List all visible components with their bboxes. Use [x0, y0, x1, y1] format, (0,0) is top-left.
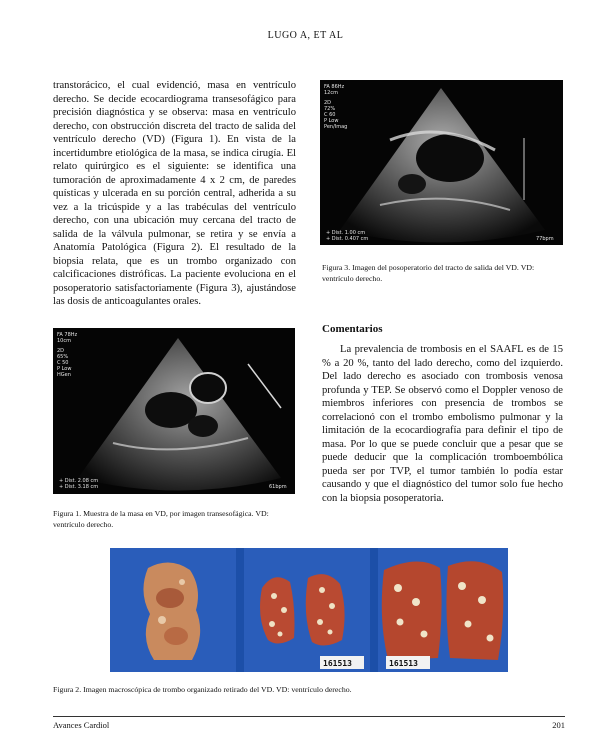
fig3-overlay-bpm: 77bpm	[536, 236, 554, 242]
figure-3-echo-image	[320, 80, 563, 245]
fig3-overlay-6: Pen/Imag	[324, 124, 348, 130]
fig1-overlay-3: 65%	[57, 354, 69, 360]
comments-paragraph-text: La prevalencia de trombosis en el SAAFL es de 15 % a 20 %, tanto del lado derecho, como del izquierdo. Del lado derecho es asociado con trombosis venosa profunda y TEP. Se observó como el Doppler venoso de miembros inferiores con presencia de trombos se correlacionó con el trombo embolismo pulmonar y la limitación de la ecocardiografía para definir el tipo de masa. Por lo que se puede concluir que a pesar que se puede deducir que la complicación tromboembólica pueda ser por TVP, el tumor también lo podía estar causando y que el diagnóstico del tumor solo fue hecho con la biopsia posoperatoria.	[322, 344, 563, 504]
running-head: LUGO A, ET AL	[267, 30, 344, 41]
fig3-overlay-2: 2D	[324, 100, 332, 106]
fig1-overlay-1: 10cm	[57, 338, 71, 344]
fig1-overlay-6: HGen	[57, 372, 71, 378]
left-column-text: transtorácico, el cual evidenció, masa en ventrículo derecho. Se decide ecocardiograma transesofágico para precisión diagnóstica y se observa: masa en ventrículo derecho, con obstrucción discreta del tracto de salida del ventrículo derecho (VD) (Figura 1). En vista de la incertidumbre etiológica de la masa, se indica cirugía. El relato quirúrgico es el siguiente: se identifica una tumoración de aproximadamente 4 x 2 cm, de paredes quísticas y ulcerada en su porción central, adherida a su vez a la tricúspide y a las trabéculas del ventrículo derecho, con una ubicación muy cercana del tracto de salida de la válvula pulmonar, se retira y se envía a Anatomía Patológica (Figura 2). El resultado de la biopsia relata, que es un trombo organizado con calcificaciones distróficas. La paciente evoluciona en el posoperatorio satisfactoriamente (Figura 3), ajustándose las dosis de anticoagulantes orales.	[53, 80, 296, 307]
fig3-overlay-bottom-0: + Dist. 1.00 cm	[326, 230, 366, 236]
footer-journal: Avances Cardiol	[53, 720, 110, 730]
page-number: 201	[552, 720, 565, 730]
fig3-overlay-bottom-1: + Dist. 0.407 cm	[326, 236, 369, 242]
footer-divider	[53, 716, 565, 717]
fig3-overlay-0: FA 86Hz	[324, 84, 345, 90]
comments-paragraph	[322, 343, 563, 505]
figure-2-caption: Figura 2. Imagen macroscópica de trombo organizado retirado del VD. VD: ventrículo derecho.	[53, 685, 352, 694]
specimen-photo-3	[378, 548, 508, 672]
figure-2-specimen-photos	[110, 548, 508, 672]
specimen-label-1: 161513	[323, 659, 352, 668]
fig1-overlay-2: 2D	[57, 348, 65, 354]
fig3-overlay-3: 72%	[324, 106, 336, 112]
fig1-overlay-bottom-1: + Dist. 3.18 cm	[59, 484, 99, 490]
comments-heading: Comentarios	[322, 323, 383, 335]
fig3-overlay-4: C 60	[324, 112, 336, 118]
fig1-overlay-bpm: 61bpm	[269, 484, 287, 490]
fig1-overlay-4: C 50	[57, 360, 69, 366]
fig1-overlay-5: P Low	[57, 366, 72, 372]
fig3-overlay-5: P Low	[324, 118, 339, 124]
fig3-overlay-1: 12cm	[324, 90, 338, 96]
fig1-overlay-0: FA 78Hz	[57, 332, 78, 338]
specimen-label-2: 161513	[389, 659, 418, 668]
specimen-photo-1	[110, 548, 236, 672]
fig1-overlay-bottom-0: + Dist. 2.08 cm	[59, 478, 99, 484]
figure-3-caption: Figura 3. Imagen del posoperatorio del tracto de salida del VD. VD: ventrículo derecho.	[322, 263, 535, 283]
figure-1-caption: Figura 1. Muestra de la masa en VD, por imagen transesofágica. VD: ventrículo derecho.	[53, 509, 269, 529]
specimen-photo-2	[244, 548, 370, 672]
figure-1-echo-image	[53, 328, 295, 494]
